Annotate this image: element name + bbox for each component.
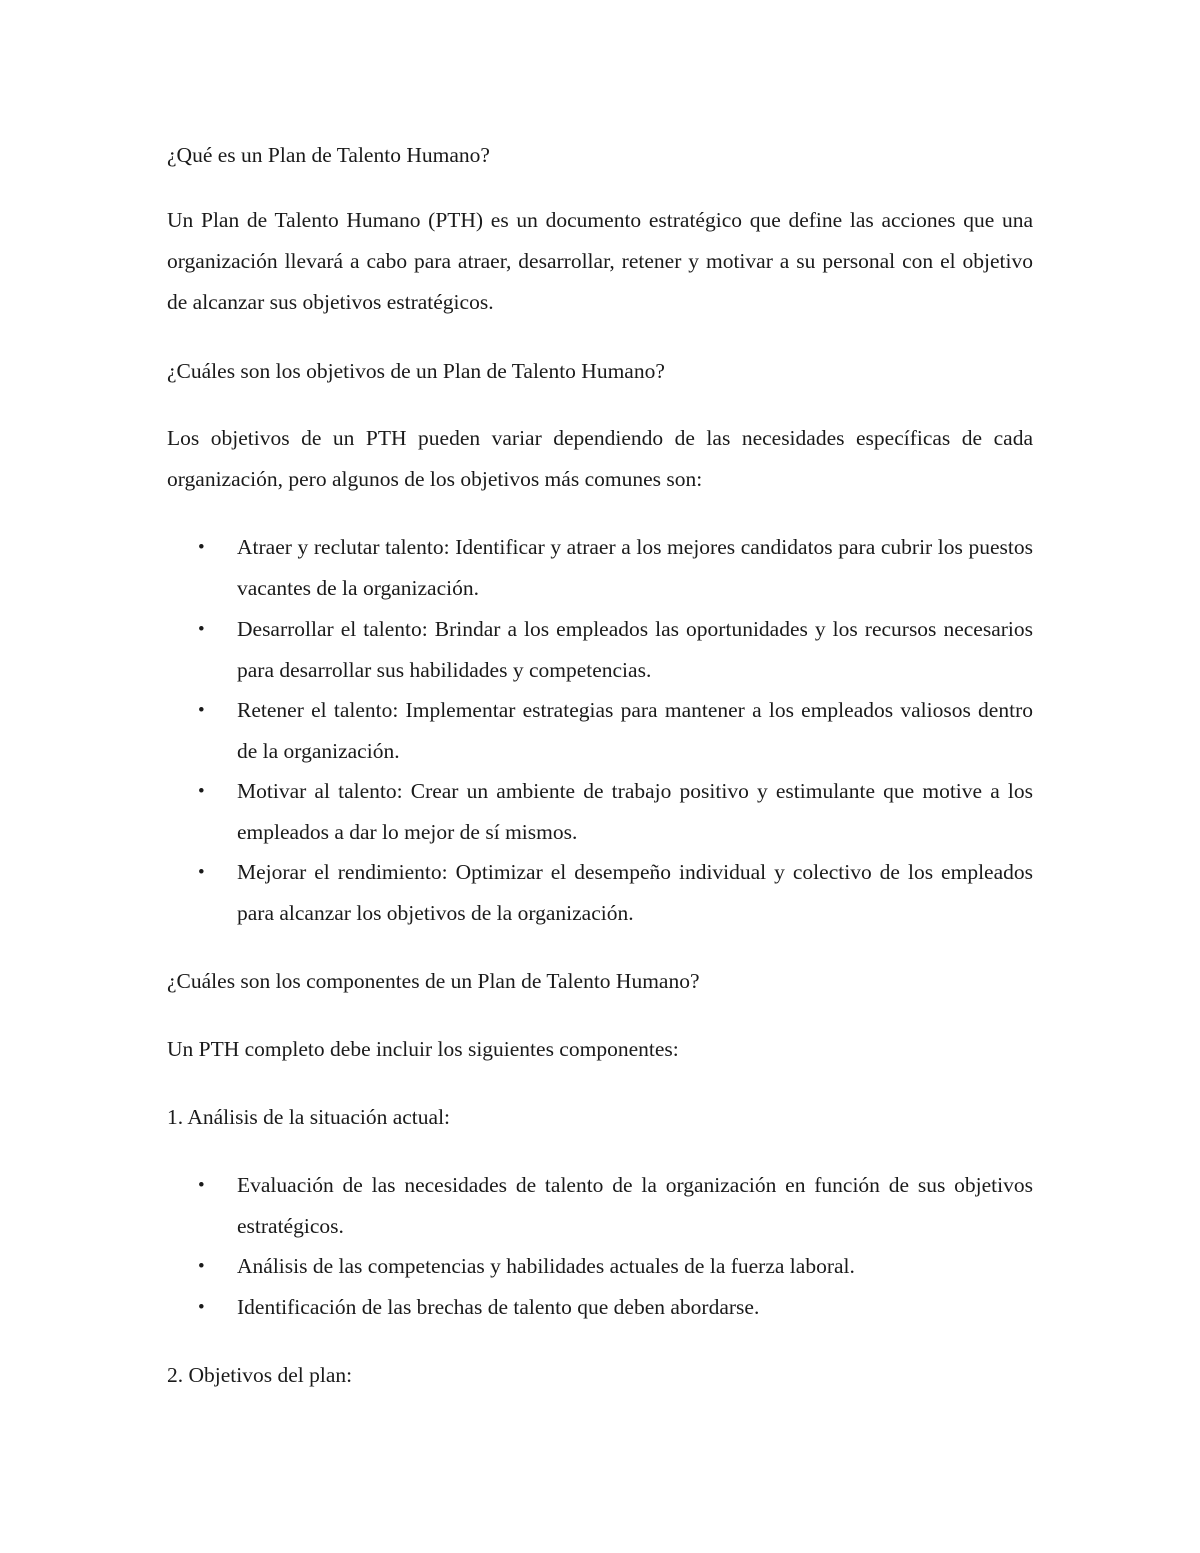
heading-what-is-pth: ¿Qué es un Plan de Talento Humano? [167,143,490,167]
bullet-icon: • [198,700,205,721]
bullet-icon: • [198,781,205,802]
section-title-objectives: 2. Objetivos del plan: [167,1363,353,1387]
section-title-analysis: 1. Análisis de la situación actual: [167,1105,451,1129]
bullet-icon: • [198,1256,205,1277]
list-item-analysis-needs: Evaluación de las necesidades de talento de la organización en función de sus objetivos estratégicos. [237,1173,1033,1238]
list-item-objective-motivate: Motivar al talento: Crear un ambiente de trabajo positivo y estimulante que motive a los empleados a dar lo mejor de sí mismos. [237,779,1033,844]
bullet-icon: • [198,1297,205,1318]
heading-pth-objectives: ¿Cuáles son los objetivos de un Plan de Talento Humano? [167,359,665,383]
list-item-objective-retain: Retener el talento: Implementar estrategias para mantener a los empleados valiosos dentro de la organización. [237,698,1033,763]
heading-pth-components: ¿Cuáles son los componentes de un Plan de Talento Humano? [167,969,700,993]
paragraph-components-intro: Un PTH completo debe incluir los siguientes componentes: [167,1037,679,1061]
bullet-icon: • [198,1175,205,1196]
bullet-icon: • [198,537,205,558]
list-item-objective-performance: Mejorar el rendimiento: Optimizar el desempeño individual y colectivo de los empleados para alcanzar los objetivos de la organización. [237,860,1033,925]
list-item-analysis-gaps: Identificación de las brechas de talento que deben abordarse. [237,1295,760,1319]
list-item-analysis-competencies: Análisis de las competencias y habilidades actuales de la fuerza laboral. [237,1254,855,1278]
bullet-icon: • [198,862,205,883]
paragraph-pth-definition: Un Plan de Talento Humano (PTH) es un documento estratégico que define las acciones que una organización llevará a cabo para atraer, desarrollar, retener y motivar a su personal con el objetivo de alcanzar sus objetivos estratégicos. [167,208,1033,314]
bullet-icon: • [198,619,205,640]
list-item-objective-develop: Desarrollar el talento: Brindar a los empleados las oportunidades y los recursos necesarios para desarrollar sus habilidades y competencias. [237,617,1033,682]
list-item-objective-attract: Atraer y reclutar talento: Identificar y atraer a los mejores candidatos para cubrir los puestos vacantes de la organización. [237,535,1033,600]
paragraph-objectives-intro: Los objetivos de un PTH pueden variar dependiendo de las necesidades específicas de cada organización, pero algunos de los objetivos más comunes son: [167,426,1033,491]
